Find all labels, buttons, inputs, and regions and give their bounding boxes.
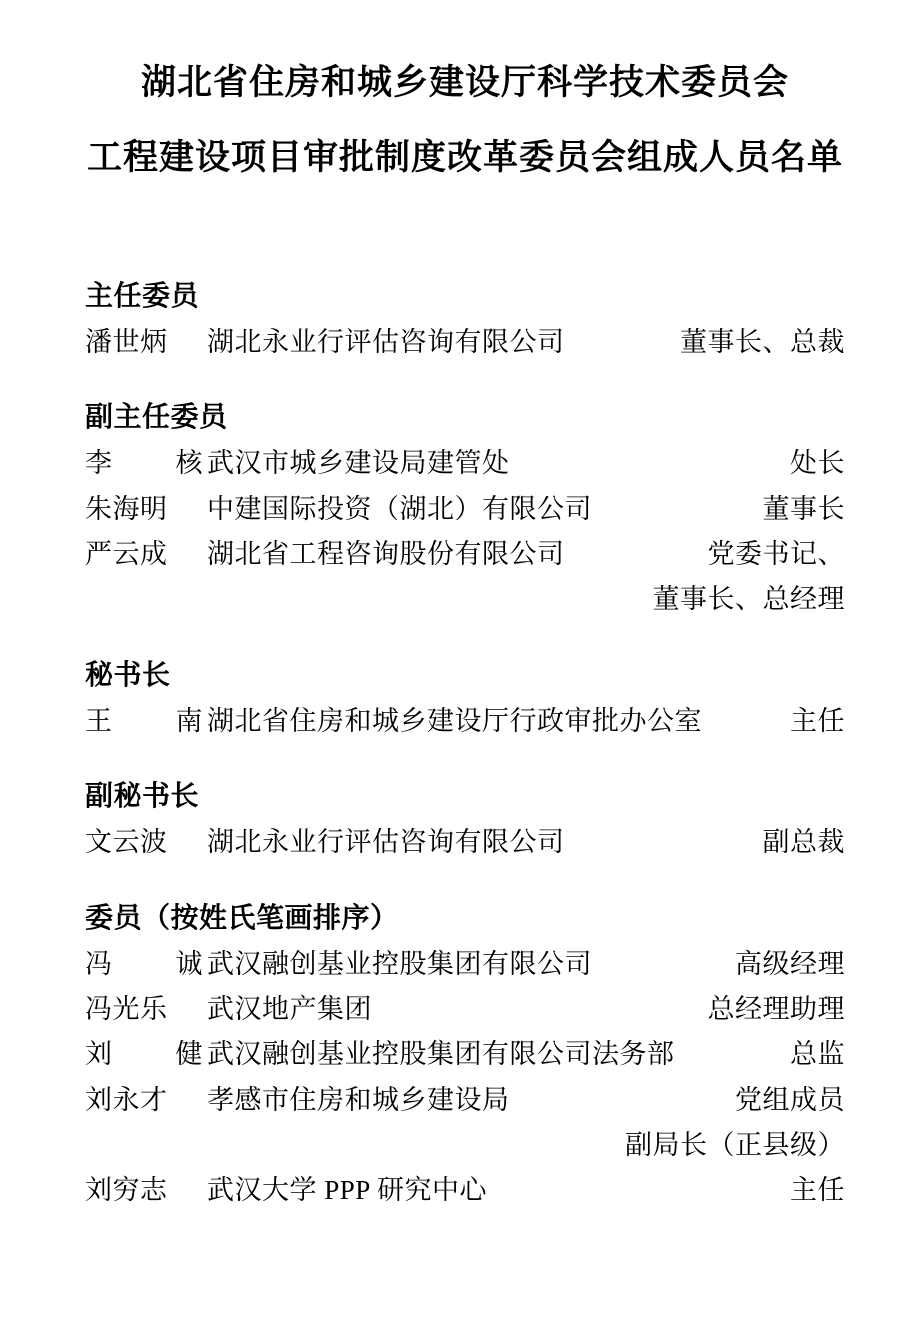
member-row: [85, 1168, 845, 1213]
section-heading-secretary-general: 秘书长: [85, 657, 171, 691]
member-role-continuation-row: [85, 577, 845, 622]
member-row: [85, 532, 845, 577]
member-role: 党组成员: [735, 1084, 845, 1115]
member-row: [85, 320, 845, 365]
member-surname: 刘: [85, 1039, 113, 1070]
member-role: 董事长、总裁: [680, 327, 845, 357]
member-org: 武汉大学 PPP 研究中心: [207, 1175, 488, 1206]
member-row: [85, 942, 845, 987]
member-role: 董事长: [762, 493, 845, 524]
member-surname: 冯: [85, 948, 113, 979]
member-role: 副总裁: [762, 827, 845, 858]
member-row: [85, 1032, 845, 1077]
member-name: [85, 942, 203, 987]
member-row: [85, 441, 845, 486]
member-givenname: 核: [175, 448, 203, 479]
member-org: 湖北省工程咨询股份有限公司: [207, 539, 565, 570]
section-heading-members: 委员（按姓氏笔画排序）: [85, 900, 399, 934]
section-heading-chairman: 主任委员: [85, 279, 200, 312]
member-org: 武汉地产集团: [207, 993, 372, 1024]
title-line-2: 工程建设项目审批制度改革委员会组成人员名单: [86, 138, 843, 178]
member-name: [85, 699, 203, 744]
member-name: 潘世炳: [85, 327, 168, 357]
section-heading-vice-chairman: 副主任委员: [85, 400, 228, 434]
member-row: [85, 487, 845, 532]
member-org: 湖北永业行评估咨询有限公司: [207, 327, 565, 357]
member-role: 主任: [790, 705, 845, 736]
section-heading-deputy-secretary-general: 副秘书长: [85, 779, 200, 813]
member-surname: 王: [85, 705, 113, 736]
member-givenname: 诚: [175, 948, 203, 979]
member-row: [85, 1078, 845, 1123]
member-name: [85, 441, 203, 486]
member-name: 严云成: [85, 539, 168, 570]
member-givenname: 南: [175, 705, 203, 736]
member-role: 总监: [790, 1039, 845, 1070]
member-org: 湖北省住房和城乡建设厅行政审批办公室: [207, 705, 702, 736]
member-name: 冯光乐: [85, 993, 168, 1024]
member-org: 武汉融创基业控股集团有限公司: [207, 948, 592, 979]
member-org: 武汉市城乡建设局建管处: [207, 448, 510, 479]
member-role: 高级经理: [735, 948, 845, 979]
member-org: 孝感市住房和城乡建设局: [207, 1084, 510, 1115]
member-role-continuation: 董事长、总经理: [652, 584, 845, 615]
member-org: 武汉融创基业控股集团有限公司法务部: [207, 1039, 675, 1070]
member-surname: 李: [85, 448, 113, 479]
member-org: 湖北永业行评估咨询有限公司: [207, 827, 565, 858]
member-name: 刘永才: [85, 1084, 168, 1115]
member-role: 处长: [790, 448, 845, 479]
title-line-1: 湖北省住房和城乡建设厅科学技术委员会: [140, 63, 789, 103]
member-role-continuation-row: [85, 1123, 845, 1168]
member-role-continuation: 副局长（正县级）: [625, 1129, 845, 1160]
member-givenname: 健: [175, 1039, 203, 1070]
member-name: [85, 1032, 203, 1077]
member-name: 文云波: [85, 827, 168, 858]
member-org: 中建国际投资（湖北）有限公司: [207, 493, 592, 524]
member-role: 党委书记、: [707, 539, 845, 570]
page-title: [85, 63, 845, 178]
member-row: [85, 820, 845, 865]
member-name: 朱海明: [85, 493, 168, 524]
member-role: 主任: [790, 1175, 845, 1206]
member-name: 刘穷志: [85, 1175, 168, 1206]
member-role: 总经理助理: [707, 993, 845, 1024]
member-row: [85, 699, 845, 744]
member-row: [85, 987, 845, 1032]
